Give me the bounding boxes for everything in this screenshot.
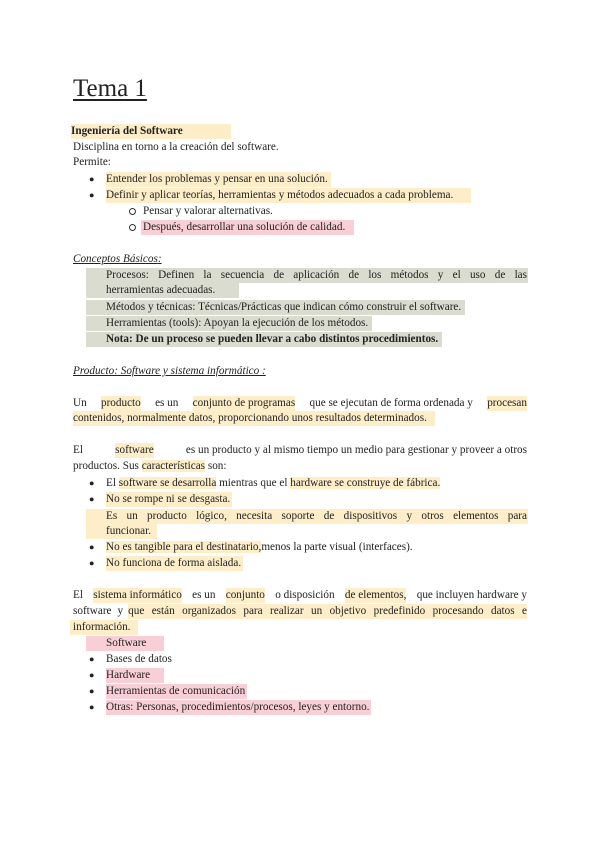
text-run: El (73, 589, 83, 601)
text-run: es un (155, 397, 179, 409)
sub-list-item: Después, desarrollar una solución de calidad. (141, 220, 354, 235)
component-item: Hardware (106, 668, 164, 683)
paragraph-software-line2 (73, 459, 227, 474)
text-run: El (106, 477, 116, 489)
text-run: que incluyen hardware y (416, 589, 527, 601)
paragraph-sistema-line3: información. (70, 620, 138, 635)
list-item (106, 540, 413, 555)
list-item: Herramientas (tools): Apoyan la ejecución de los métodos. (86, 316, 372, 331)
bullet-icon: ● (89, 174, 95, 184)
bullet-icon: ● (89, 542, 95, 552)
list-item (106, 476, 440, 491)
sub-item-text: Pensar y valorar alternativas. (143, 205, 273, 217)
section-heading-ingenieria: Ingeniería del Software (71, 124, 231, 139)
highlight-run: No es tangible para el destinatario, (106, 541, 262, 553)
conceptos-heading-text: Conceptos Básicos (73, 253, 158, 265)
paragraph-software-line1 (73, 443, 527, 458)
text-run: mientras que el (219, 477, 288, 489)
list-item: Es un producto lógico, necesita soporte de dispositivos y otros elementos para (106, 510, 527, 522)
bullet-icon: ● (89, 558, 95, 568)
text-run: es un producto y al mismo tiempo un medio para gestionar y proveer a otros (185, 444, 527, 456)
section-heading-producto: Producto: Software y sistema informático : (73, 365, 266, 377)
component-item: Otras: Personas, procedimientos/procesos, leyes y entorno. (106, 701, 370, 713)
definition-text: Disciplina en torno a la creación del software. (73, 141, 279, 153)
highlight-sistema: sistema informático (93, 589, 182, 601)
component-item: Herramientas de comunicación (106, 685, 246, 697)
bullet-icon: ● (89, 494, 95, 504)
bullet-icon: ● (89, 686, 95, 696)
page-title: Tema 1 (73, 75, 147, 102)
highlight-software: software (115, 444, 154, 456)
bullet-icon: ● (89, 670, 95, 680)
list-item: No funciona de forma aislada. (106, 557, 242, 569)
paragraph-producto-line2: contenidos, normalmente datos, proporcionando unos resultados determinados. (73, 411, 435, 426)
list-item: Definir y aplicar teorías, herramientas y métodos adecuados a cada problema. (106, 188, 471, 203)
highlight-conjunto: conjunto (225, 589, 265, 601)
list-item-continuation: funcionar. (86, 524, 157, 539)
text-run: es un (192, 589, 216, 601)
note-item: Nota: De un proceso se pueden llevar a cabo distintos procedimientos. (86, 332, 442, 347)
bullet-icon: ● (89, 702, 95, 712)
text-run: y (117, 605, 124, 617)
highlight-conjunto-programas: conjunto de programas (192, 397, 296, 409)
text-run: son: (207, 460, 227, 472)
component-item: Software (86, 636, 164, 651)
circle-bullet-icon (129, 208, 136, 215)
circle-bullet-icon (129, 224, 136, 231)
text-run: que se ejecutan de forma ordenada y (309, 397, 473, 409)
text-run: software (73, 605, 112, 617)
list-item: Métodos y técnicas: Técnicas/Prácticas que indican cómo construir el software. (86, 300, 465, 315)
text-run: productos. Sus (73, 460, 139, 472)
highlight-elementos: de elementos, (344, 589, 407, 601)
paragraph-sistema-line1 (73, 588, 527, 603)
highlight-run: software se desarrolla (118, 477, 217, 489)
heading-colon: : (157, 253, 162, 265)
list-item: Procesos: Definen la secuencia de aplicación de los métodos y el uso de las (106, 269, 527, 281)
text-run: El (73, 444, 83, 456)
component-item: Bases de datos (106, 653, 172, 665)
text-run: Un (73, 397, 87, 409)
sub-list-item (143, 204, 273, 219)
list-item-continuation: herramientas adecuadas. (86, 283, 239, 298)
text-run: menos la parte visual (interfaces). (261, 541, 413, 553)
paragraph-sistema-line2 (73, 604, 527, 619)
highlight-run: hardware se construye de fábrica. (290, 477, 441, 489)
text-run: o disposición (275, 589, 335, 601)
highlight-producto: producto (100, 397, 141, 409)
highlight-procesan: procesan (487, 397, 527, 409)
highlight-caracteristicas: características (141, 460, 206, 472)
highlight-run: que están organizados para realizar un objetivo predefinido procesando datos e (128, 605, 527, 617)
section-heading-conceptos (73, 252, 162, 267)
bullet-icon: ● (89, 190, 95, 200)
paragraph-producto-line1 (73, 396, 527, 411)
bullet-icon: ● (89, 654, 95, 664)
list-item: Entender los problemas y pensar en una solución. (106, 172, 331, 187)
bullet-icon: ● (89, 478, 95, 488)
permite-label: Permite: (73, 156, 111, 168)
list-item: No se rompe ni se desgasta. (106, 493, 231, 505)
